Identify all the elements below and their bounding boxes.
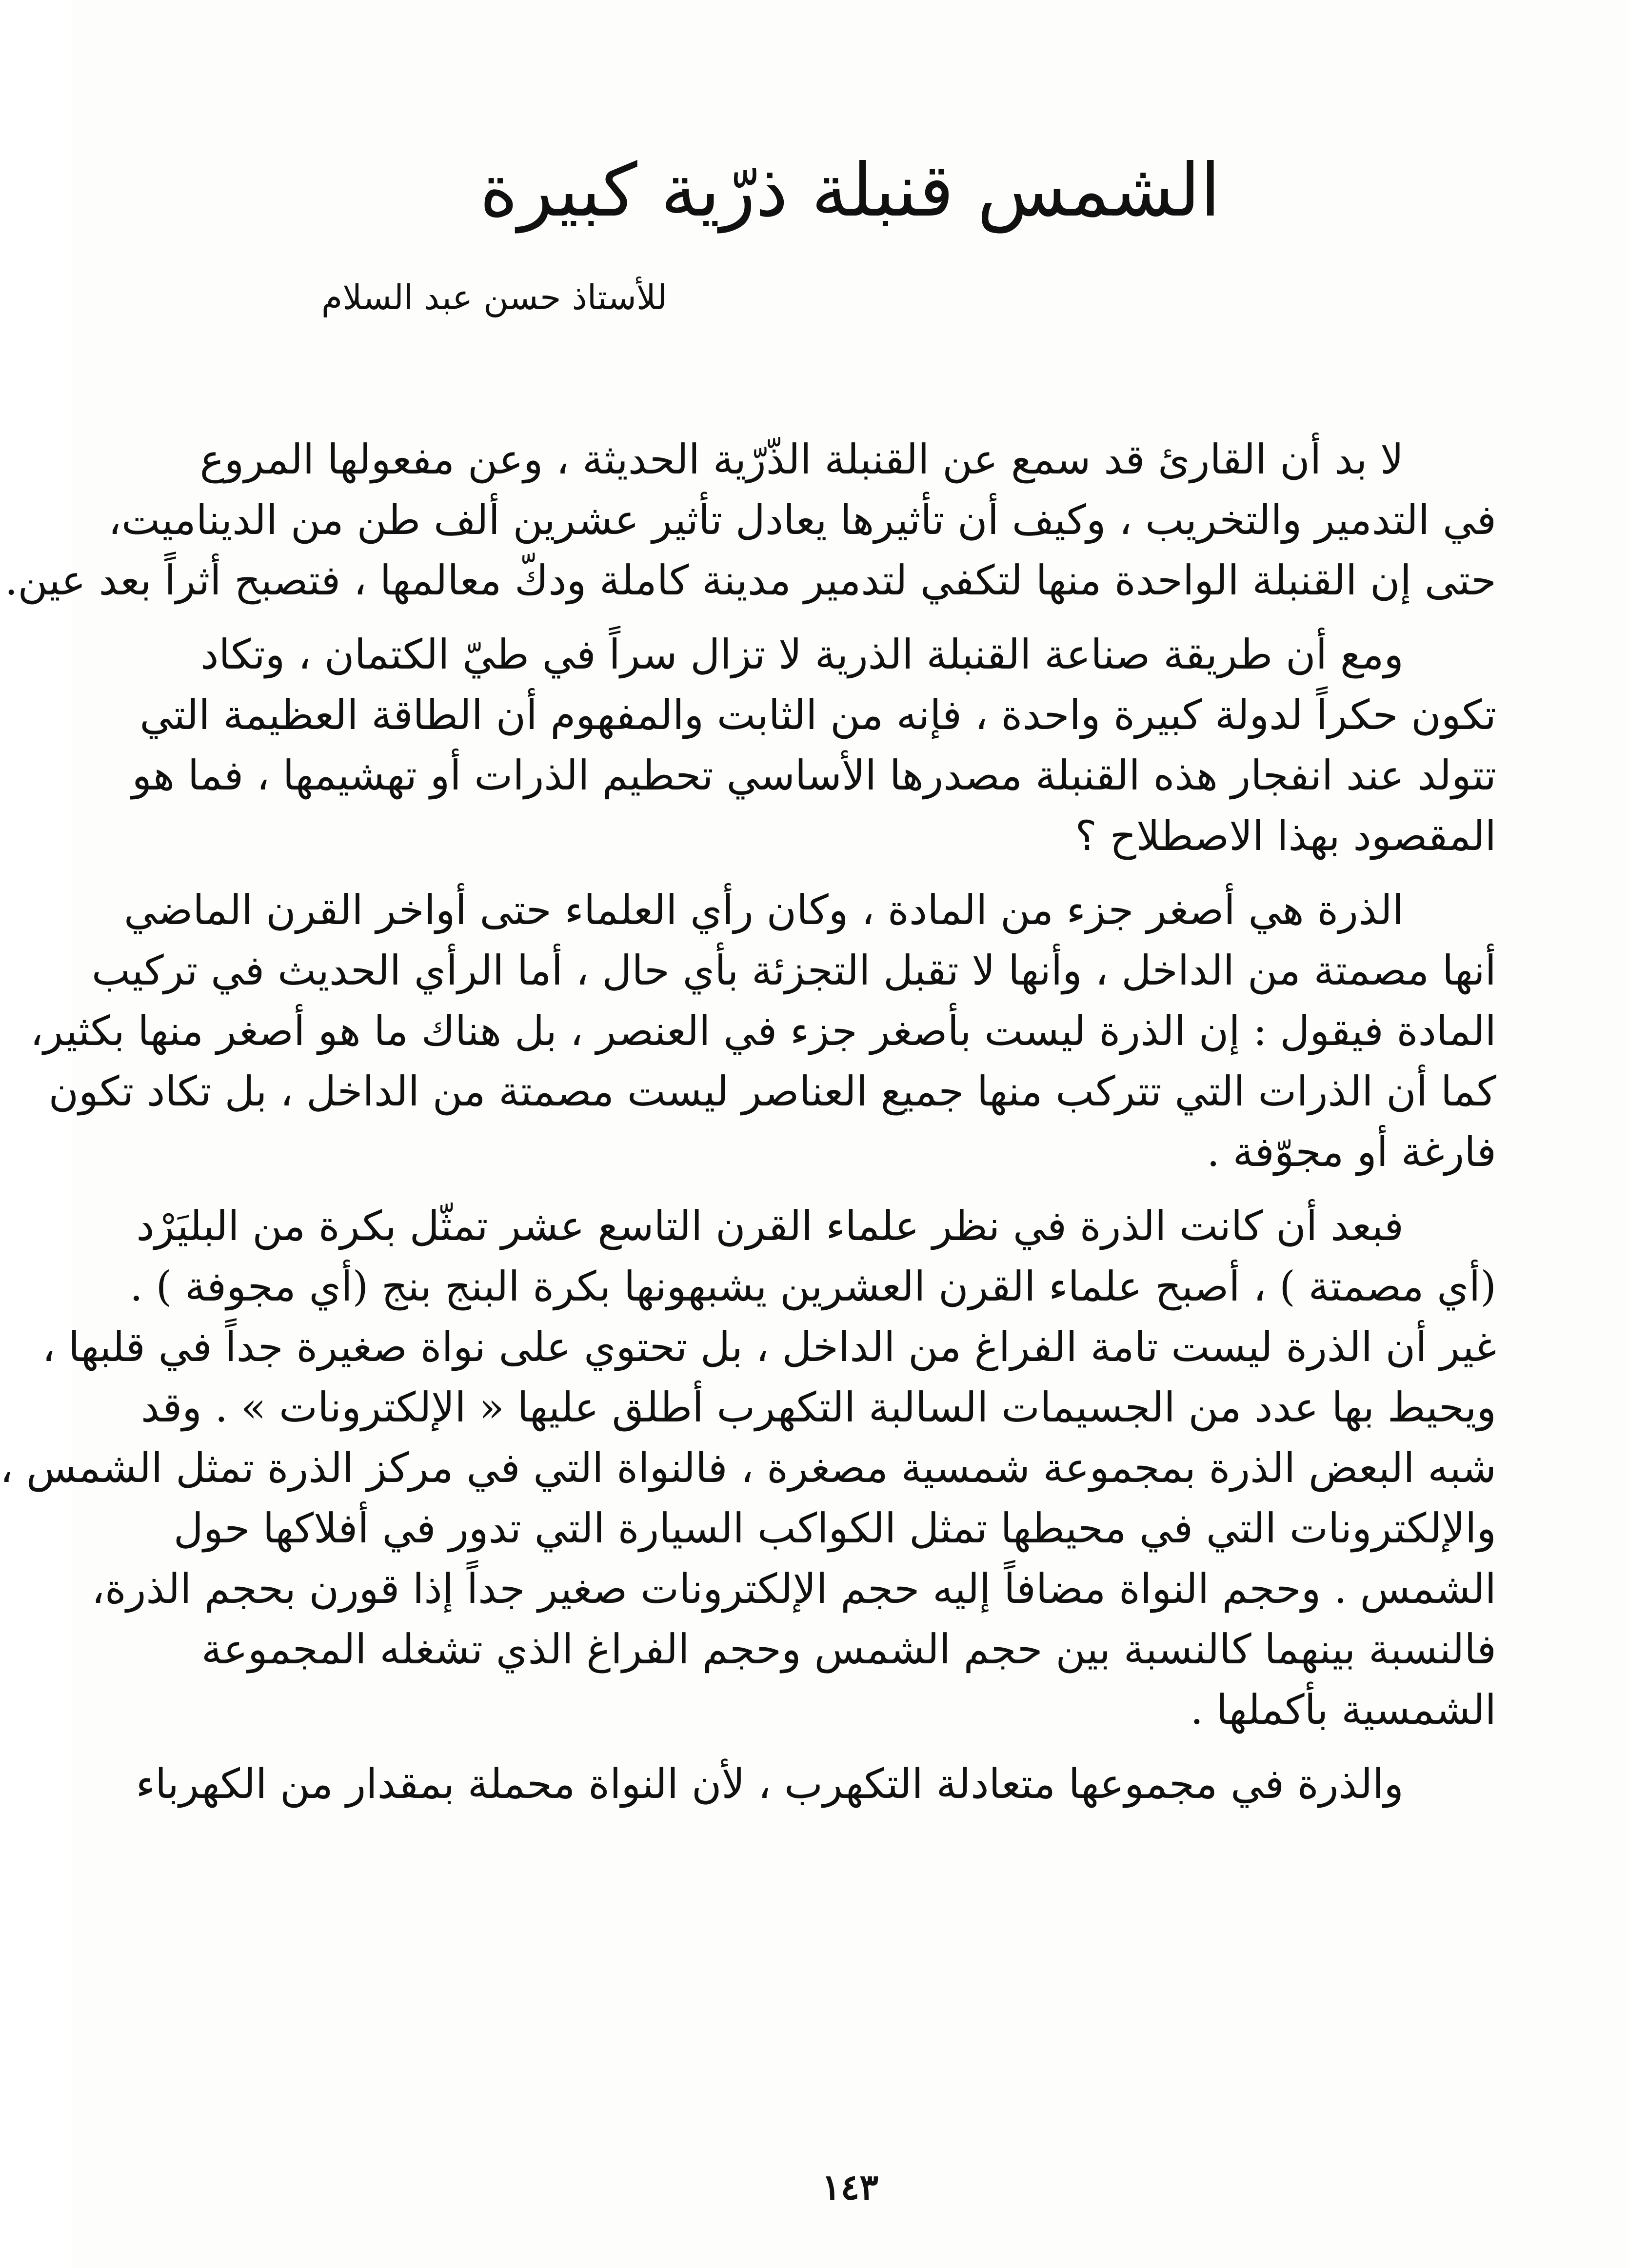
text-line: المادة فيقول : إن الذرة ليست بأصغر جزء في العنصر ، بل هناك ما هو أصغر منها بكثير، <box>30 1007 1496 1055</box>
text-line: الذرة هي أصغر جزء من المادة ، وكان رأي العلماء حتى أواخر القرن الماضي <box>124 886 1404 934</box>
paragraph <box>30 880 1496 1182</box>
text-line: تكون حكراً لدولة كبيرة واحدة ، فإنه من الثابت والمفهوم أن الطاقة العظيمة التي <box>139 691 1496 739</box>
article-author: للأستاذ حسن عبد السلام <box>321 277 667 317</box>
text-line: تتولد عند انفجار هذه القنبلة مصدرها الأساسي تحطيم الذرات أو تهشيمها ، فما هو <box>132 751 1496 799</box>
text-line: الشمس . وحجم النواة مضافاً إليه حجم الإلكترونات صغير جداً إذا قورن بحجم الذرة، <box>91 1565 1496 1613</box>
text-line: الشمسية بأكملها . <box>1190 1686 1496 1734</box>
paragraph <box>136 1754 1496 1814</box>
text-line: ومع أن طريقة صناعة القنبلة الذرية لا تزال سراً في طيّ الكتمان ، وتكاد <box>200 631 1404 678</box>
paragraph <box>132 624 1496 866</box>
page-number: ١٤٣ <box>821 2166 878 2208</box>
text-line: فارغة أو مجوّفة . <box>1207 1128 1496 1176</box>
text-line: فبعد أن كانت الذرة في نظر علماء القرن التاسع عشر تمثّل بكرة من البليَرْد <box>136 1202 1404 1250</box>
text-line: المقصود بهذا الاصطلاح ؟ <box>1075 812 1496 860</box>
article-title: الشمس قنبلة ذرّية كبيرة <box>479 148 1221 233</box>
text-line: كما أن الذرات التي تتركب منها جميع العناصر ليست مصمتة من الداخل ، بل تكاد تكون <box>48 1067 1496 1115</box>
paragraph <box>4 429 1496 611</box>
text-line: حتى إن القنبلة الواحدة منها لتكفي لتدمير مدينة كاملة ودكّ معالمها ، فتصبح أثراً بعد عين. <box>4 556 1496 604</box>
text-line: في التدمير والتخريب ، وكيف أن تأثيرها يعادل تأثير عشرين ألف طن من الديناميت، <box>108 496 1496 544</box>
text-line: غير أن الذرة ليست تامة الفراغ من الداخل ، بل تحتوي على نواة صغيرة جداً في قلبها ، <box>42 1323 1496 1371</box>
text-line: فالنسبة بينهما كالنسبة بين حجم الشمس وحجم الفراغ الذي تشغله المجموعة <box>201 1625 1496 1673</box>
text-line: والذرة في مجموعها متعادلة التكهرب ، لأن النواة محملة بمقدار من الكهرباء <box>136 1760 1404 1808</box>
text-line: شبه البعض الذرة بمجموعة شمسية مصغرة ، فالنواة التي في مركز الذرة تمثل الشمس ، <box>0 1444 1496 1492</box>
article-body <box>0 429 1496 1814</box>
paragraph <box>0 1196 1496 1740</box>
text-line: أنها مصمتة من الداخل ، وأنها لا تقبل التجزئة بأي حال ، أما الرأي الحديث في تركيب <box>91 947 1496 994</box>
text-line: (أي مصمتة ) ، أصبح علماء القرن العشرين يشبهونها بكرة البنج بنج (أي مجوفة ) . <box>130 1262 1496 1310</box>
text-line: لا بد أن القارئ قد سمع عن القنبلة الذّرّية الحديثة ، وعن مفعولها المروع <box>199 435 1404 483</box>
text-line: والإلكترونات التي في محيطها تمثل الكواكب السيارة التي تدور في أفلاكها حول <box>173 1504 1496 1552</box>
text-line: ويحيط بها عدد من الجسيمات السالبة التكهرب أطلق عليها « الإلكترونات » . وقد <box>140 1383 1496 1431</box>
